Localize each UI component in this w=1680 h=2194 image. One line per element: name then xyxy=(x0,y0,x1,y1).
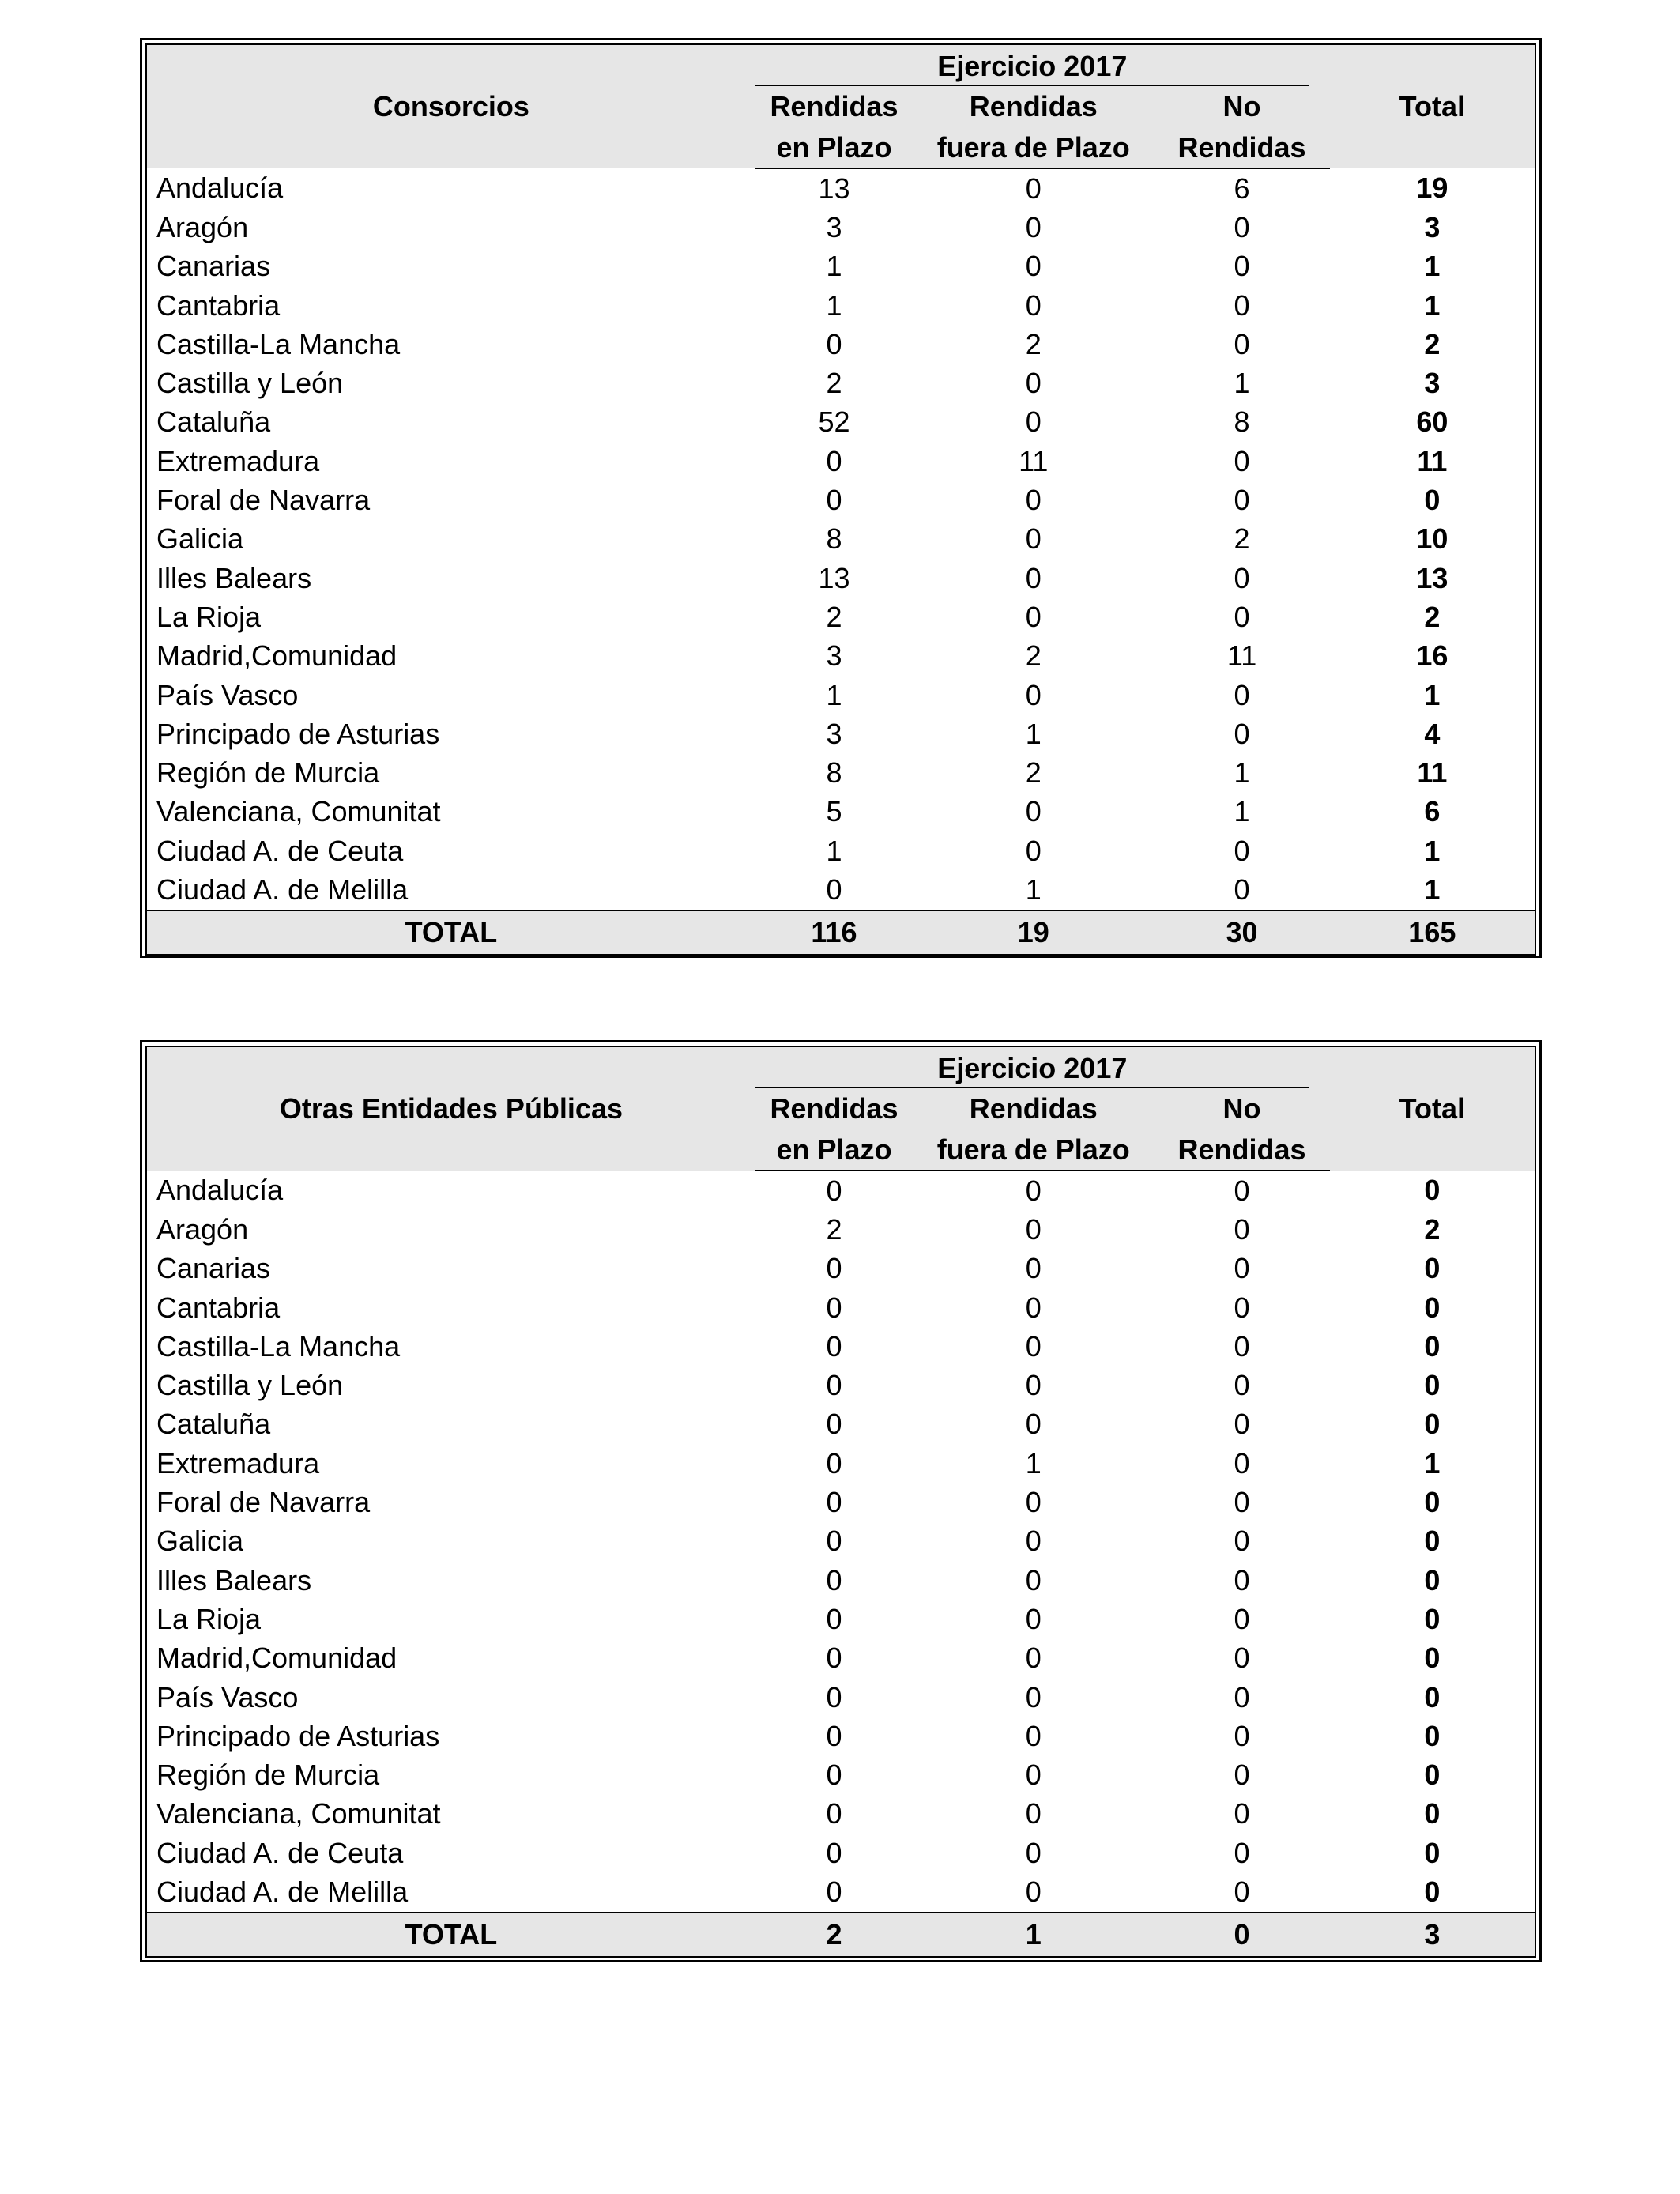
table-row xyxy=(146,442,1535,481)
value-cell: 0 xyxy=(1234,1875,1250,1908)
row-total-cell: 0 xyxy=(1424,484,1441,517)
value-cell: 0 xyxy=(1025,1719,1042,1752)
col-no-rendidas-header-2: Rendidas xyxy=(1154,127,1329,168)
table-row xyxy=(146,1483,1535,1521)
total-row xyxy=(146,910,1535,955)
row-total-cell: 0 xyxy=(1424,1525,1441,1558)
value-cell: 0 xyxy=(1234,1408,1250,1441)
col-rendidas-plazo-header-2: en Plazo xyxy=(755,127,913,168)
value-cell: 0 xyxy=(1234,678,1250,711)
value-cell: 8 xyxy=(826,522,842,556)
region-name: Cantabria xyxy=(156,288,281,322)
value-cell: 0 xyxy=(1025,522,1042,556)
region-name: Ciudad A. de Ceuta xyxy=(156,1836,404,1869)
row-total-cell: 60 xyxy=(1416,405,1448,439)
value-cell: 8 xyxy=(1234,405,1250,439)
table-row xyxy=(146,481,1535,519)
value-cell: 0 xyxy=(826,1525,842,1558)
row-total-cell: 0 xyxy=(1424,1680,1441,1713)
value-cell: 1 xyxy=(826,678,842,711)
value-cell: 2 xyxy=(1025,756,1042,790)
value-cell: 0 xyxy=(1234,1680,1250,1713)
value-cell: 1 xyxy=(826,834,842,867)
value-cell: 2 xyxy=(826,600,842,633)
row-total-cell: 11 xyxy=(1417,756,1448,790)
total-row xyxy=(146,1913,1535,1957)
value-cell: 2 xyxy=(1025,327,1042,360)
value-cell: 1 xyxy=(1025,717,1042,750)
row-total-cell: 0 xyxy=(1424,1486,1441,1519)
table-row xyxy=(146,1327,1535,1366)
value-cell: 0 xyxy=(1025,1563,1042,1596)
value-cell: 0 xyxy=(1234,1446,1250,1480)
row-total-cell: 4 xyxy=(1424,717,1441,750)
value-cell: 0 xyxy=(1025,1875,1042,1908)
value-cell: 2 xyxy=(826,367,842,400)
value-cell: 1 xyxy=(1025,1446,1042,1480)
col-no-rendidas-header-2: Rendidas xyxy=(1154,1129,1329,1171)
row-total-cell: 0 xyxy=(1424,1563,1441,1596)
value-cell: 2 xyxy=(1234,522,1250,556)
region-name: Andalucía xyxy=(156,172,284,205)
region-name: Canarias xyxy=(156,250,271,283)
total-cell: 30 xyxy=(1154,910,1329,955)
value-cell: 11 xyxy=(1226,639,1257,673)
value-cell: 0 xyxy=(1025,1797,1042,1830)
table-row xyxy=(146,247,1535,286)
total-cell: 2 xyxy=(755,1913,913,1957)
table-row xyxy=(146,325,1535,364)
row-total-cell: 0 xyxy=(1424,1369,1441,1402)
table-row xyxy=(146,676,1535,714)
table-row xyxy=(146,1600,1535,1638)
row-total-cell: 3 xyxy=(1424,367,1441,400)
value-cell: 0 xyxy=(1234,1602,1250,1635)
value-cell: 0 xyxy=(826,1875,842,1908)
table-row xyxy=(146,1250,1535,1288)
region-name: Valenciana, Comunitat xyxy=(156,1797,441,1830)
table-row xyxy=(146,870,1535,910)
col-no-rendidas-header-1: No xyxy=(1154,86,1329,127)
value-cell: 0 xyxy=(1025,1252,1042,1285)
value-cell: 0 xyxy=(1025,1759,1042,1792)
region-name: Andalucía xyxy=(156,1174,284,1207)
row-total-cell: 11 xyxy=(1417,444,1448,477)
row-total-cell: 1 xyxy=(1424,834,1441,867)
total-column-header: Total xyxy=(1330,44,1535,168)
value-cell: 0 xyxy=(1234,834,1250,867)
table-row xyxy=(146,403,1535,442)
value-cell: 5 xyxy=(826,795,842,828)
table-row xyxy=(146,637,1535,676)
row-total-cell: 0 xyxy=(1424,1875,1441,1908)
row-total-cell: 0 xyxy=(1424,1291,1441,1324)
row-total-cell: 6 xyxy=(1424,795,1441,828)
col-rendidas-plazo-header-1: Rendidas xyxy=(755,86,913,127)
region-name: País Vasco xyxy=(156,1680,299,1713)
region-name: Madrid,Comunidad xyxy=(156,639,397,673)
value-cell: 0 xyxy=(1234,1252,1250,1285)
table-row xyxy=(146,753,1535,792)
row-total-cell: 2 xyxy=(1424,327,1441,360)
table-row xyxy=(146,1171,1535,1210)
value-cell: 0 xyxy=(1234,1759,1250,1792)
value-cell: 13 xyxy=(818,561,850,594)
value-cell: 0 xyxy=(1234,210,1250,243)
value-cell: 0 xyxy=(1025,250,1042,283)
row-total-cell: 10 xyxy=(1416,522,1448,556)
region-name: Castilla y León xyxy=(156,1369,344,1402)
table-row xyxy=(146,286,1535,325)
value-cell: 8 xyxy=(826,756,842,790)
value-cell: 0 xyxy=(826,1291,842,1324)
col-rendidas-plazo-header-1: Rendidas xyxy=(755,1088,913,1129)
table-row xyxy=(146,1405,1535,1444)
region-name: Ciudad A. de Melilla xyxy=(156,1875,409,1908)
row-total-cell: 2 xyxy=(1424,1212,1441,1246)
value-cell: 0 xyxy=(826,444,842,477)
value-cell: 0 xyxy=(1025,1408,1042,1441)
value-cell: 0 xyxy=(1234,1291,1250,1324)
row-total-cell: 3 xyxy=(1424,210,1441,243)
value-cell: 0 xyxy=(826,1329,842,1363)
col-rendidas-fuera-header-1: Rendidas xyxy=(913,1088,1154,1129)
value-cell: 2 xyxy=(1025,639,1042,673)
row-total-cell: 13 xyxy=(1416,561,1448,594)
region-name: La Rioja xyxy=(156,1602,262,1635)
consorcios-table-frame xyxy=(140,38,1542,958)
value-cell: 3 xyxy=(826,639,842,673)
value-cell: 0 xyxy=(1025,1602,1042,1635)
exercise-group-header: Ejercicio 2017 xyxy=(755,1046,1330,1088)
value-cell: 0 xyxy=(826,1680,842,1713)
value-cell: 0 xyxy=(826,1252,842,1285)
value-cell: 0 xyxy=(826,1446,842,1480)
value-cell: 1 xyxy=(1025,873,1042,906)
table-row xyxy=(146,1678,1535,1717)
region-name: Castilla-La Mancha xyxy=(156,327,401,360)
value-cell: 0 xyxy=(1234,561,1250,594)
table-row xyxy=(146,1210,1535,1249)
total-label: TOTAL xyxy=(146,1913,755,1957)
table-row xyxy=(146,559,1535,598)
value-cell: 1 xyxy=(1234,756,1250,790)
value-cell: 2 xyxy=(826,1212,842,1246)
value-cell: 0 xyxy=(1234,1563,1250,1596)
region-name: Foral de Navarra xyxy=(156,1486,371,1519)
value-cell: 0 xyxy=(1025,561,1042,594)
col-rendidas-fuera-header-1: Rendidas xyxy=(913,86,1154,127)
value-cell: 0 xyxy=(1025,1329,1042,1363)
row-total-cell: 0 xyxy=(1424,1408,1441,1441)
table-row xyxy=(146,364,1535,402)
value-cell: 0 xyxy=(1025,1369,1042,1402)
otras-entidades-table-frame xyxy=(140,1040,1542,1962)
value-cell: 0 xyxy=(826,1642,842,1675)
value-cell: 0 xyxy=(1025,288,1042,322)
value-cell: 0 xyxy=(1025,1291,1042,1324)
region-name: Región de Murcia xyxy=(156,756,380,790)
region-name: Aragón xyxy=(156,210,249,243)
value-cell: 0 xyxy=(1025,1525,1042,1558)
value-cell: 0 xyxy=(1234,1329,1250,1363)
col-rendidas-plazo-header-2: en Plazo xyxy=(755,1129,913,1171)
value-cell: 0 xyxy=(1234,327,1250,360)
table-row xyxy=(146,1444,1535,1483)
value-cell: 0 xyxy=(826,1836,842,1869)
value-cell: 0 xyxy=(826,1602,842,1635)
total-cell: 1 xyxy=(913,1913,1154,1957)
region-name: Illes Balears xyxy=(156,561,312,594)
row-total-cell: 2 xyxy=(1424,600,1441,633)
total-cell: 116 xyxy=(755,910,913,955)
value-cell: 1 xyxy=(826,288,842,322)
row-total-cell: 0 xyxy=(1424,1174,1441,1207)
value-cell: 0 xyxy=(1234,1486,1250,1519)
value-cell: 0 xyxy=(1234,1525,1250,1558)
value-cell: 0 xyxy=(826,327,842,360)
value-cell: 0 xyxy=(826,1719,842,1752)
value-cell: 0 xyxy=(1025,210,1042,243)
col-no-rendidas-header-1: No xyxy=(1154,1088,1329,1129)
region-name: Ciudad A. de Melilla xyxy=(156,873,409,906)
table-row xyxy=(146,598,1535,636)
total-column-header: Total xyxy=(1330,1046,1535,1171)
value-cell: 13 xyxy=(818,172,850,205)
table-row xyxy=(146,1755,1535,1794)
table-row xyxy=(146,1795,1535,1834)
value-cell: 0 xyxy=(1234,1369,1250,1402)
table-row xyxy=(146,831,1535,870)
region-name: Principado de Asturias xyxy=(156,717,440,750)
table-row xyxy=(146,520,1535,559)
value-cell: 0 xyxy=(826,1797,842,1830)
table-row xyxy=(146,1717,1535,1755)
value-cell: 0 xyxy=(1234,1212,1250,1246)
row-total-cell: 0 xyxy=(1424,1836,1441,1869)
value-cell: 0 xyxy=(1025,834,1042,867)
region-name: Cataluña xyxy=(156,405,271,439)
region-name: Cantabria xyxy=(156,1291,281,1324)
value-cell: 0 xyxy=(826,1486,842,1519)
value-cell: 0 xyxy=(1234,1642,1250,1675)
table-row xyxy=(146,168,1535,208)
exercise-group-header: Ejercicio 2017 xyxy=(755,44,1330,86)
row-total-cell: 19 xyxy=(1416,172,1448,205)
value-cell: 0 xyxy=(1025,1174,1042,1207)
table-row xyxy=(146,1522,1535,1561)
value-cell: 0 xyxy=(1025,405,1042,439)
region-name: Extremadura xyxy=(156,444,320,477)
value-cell: 1 xyxy=(1234,795,1250,828)
value-cell: 0 xyxy=(1234,1836,1250,1869)
value-cell: 0 xyxy=(1234,1797,1250,1830)
row-total-cell: 16 xyxy=(1416,639,1448,673)
value-cell: 0 xyxy=(826,1408,842,1441)
row-total-cell: 1 xyxy=(1424,288,1441,322)
region-name: Principado de Asturias xyxy=(156,1719,440,1752)
region-name: Canarias xyxy=(156,1252,271,1285)
consorcios-table xyxy=(145,43,1536,956)
row-total-cell: 1 xyxy=(1424,678,1441,711)
region-name: Ciudad A. de Ceuta xyxy=(156,834,404,867)
region-name: Región de Murcia xyxy=(156,1759,380,1792)
row-total-cell: 1 xyxy=(1424,250,1441,283)
row-total-cell: 1 xyxy=(1424,873,1441,906)
value-cell: 0 xyxy=(1025,1836,1042,1869)
value-cell: 0 xyxy=(826,1759,842,1792)
col-rendidas-fuera-header-2: fuera de Plazo xyxy=(913,1129,1154,1171)
total-label: TOTAL xyxy=(146,910,755,955)
total-cell: 0 xyxy=(1154,1913,1329,1957)
region-name: Extremadura xyxy=(156,1446,320,1480)
value-cell: 11 xyxy=(1019,444,1049,477)
table-row xyxy=(146,1639,1535,1678)
value-cell: 0 xyxy=(1234,600,1250,633)
entity-column-header: Otras Entidades Públicas xyxy=(146,1046,755,1171)
value-cell: 0 xyxy=(1025,600,1042,633)
region-name: Foral de Navarra xyxy=(156,484,371,517)
value-cell: 0 xyxy=(1025,795,1042,828)
value-cell: 0 xyxy=(826,1174,842,1207)
value-cell: 0 xyxy=(1234,717,1250,750)
value-cell: 0 xyxy=(1025,172,1042,205)
value-cell: 0 xyxy=(1234,873,1250,906)
region-name: Illes Balears xyxy=(156,1563,312,1596)
table-row xyxy=(146,208,1535,247)
value-cell: 0 xyxy=(1025,367,1042,400)
region-name: Castilla-La Mancha xyxy=(156,1329,401,1363)
total-cell: 19 xyxy=(913,910,1154,955)
table-row xyxy=(146,1288,1535,1327)
value-cell: 0 xyxy=(1025,484,1042,517)
value-cell: 0 xyxy=(826,484,842,517)
value-cell: 0 xyxy=(826,1369,842,1402)
region-name: Madrid,Comunidad xyxy=(156,1642,397,1675)
value-cell: 1 xyxy=(826,250,842,283)
table-row xyxy=(146,1872,1535,1912)
total-cell: 165 xyxy=(1330,910,1535,955)
value-cell: 3 xyxy=(826,210,842,243)
value-cell: 52 xyxy=(818,405,850,439)
otras-entidades-table xyxy=(145,1046,1536,1958)
entity-column-header: Consorcios xyxy=(146,44,755,168)
value-cell: 6 xyxy=(1234,172,1250,205)
value-cell: 0 xyxy=(826,1563,842,1596)
table-row xyxy=(146,1834,1535,1872)
value-cell: 0 xyxy=(1234,1719,1250,1752)
value-cell: 0 xyxy=(1234,444,1250,477)
value-cell: 0 xyxy=(826,873,842,906)
table-row xyxy=(146,714,1535,753)
value-cell: 1 xyxy=(1234,367,1250,400)
row-total-cell: 0 xyxy=(1424,1719,1441,1752)
table-row xyxy=(146,1561,1535,1600)
value-cell: 0 xyxy=(1025,1680,1042,1713)
total-cell: 3 xyxy=(1330,1913,1535,1957)
row-total-cell: 0 xyxy=(1424,1252,1441,1285)
value-cell: 0 xyxy=(1025,678,1042,711)
region-name: Aragón xyxy=(156,1212,249,1246)
table-row xyxy=(146,793,1535,831)
row-total-cell: 0 xyxy=(1424,1759,1441,1792)
region-name: Castilla y León xyxy=(156,367,344,400)
value-cell: 0 xyxy=(1234,484,1250,517)
value-cell: 0 xyxy=(1025,1642,1042,1675)
value-cell: 0 xyxy=(1025,1212,1042,1246)
region-name: La Rioja xyxy=(156,600,262,633)
table-row xyxy=(146,1366,1535,1404)
value-cell: 0 xyxy=(1025,1486,1042,1519)
row-total-cell: 0 xyxy=(1424,1329,1441,1363)
row-total-cell: 1 xyxy=(1424,1446,1441,1480)
region-name: Galicia xyxy=(156,1525,244,1558)
value-cell: 0 xyxy=(1234,1174,1250,1207)
row-total-cell: 0 xyxy=(1424,1797,1441,1830)
row-total-cell: 0 xyxy=(1424,1602,1441,1635)
value-cell: 0 xyxy=(1234,250,1250,283)
region-name: País Vasco xyxy=(156,678,299,711)
region-name: Valenciana, Comunitat xyxy=(156,795,441,828)
col-rendidas-fuera-header-2: fuera de Plazo xyxy=(913,127,1154,168)
value-cell: 0 xyxy=(1234,288,1250,322)
region-name: Cataluña xyxy=(156,1408,271,1441)
value-cell: 3 xyxy=(826,717,842,750)
row-total-cell: 0 xyxy=(1424,1642,1441,1675)
region-name: Galicia xyxy=(156,522,244,556)
